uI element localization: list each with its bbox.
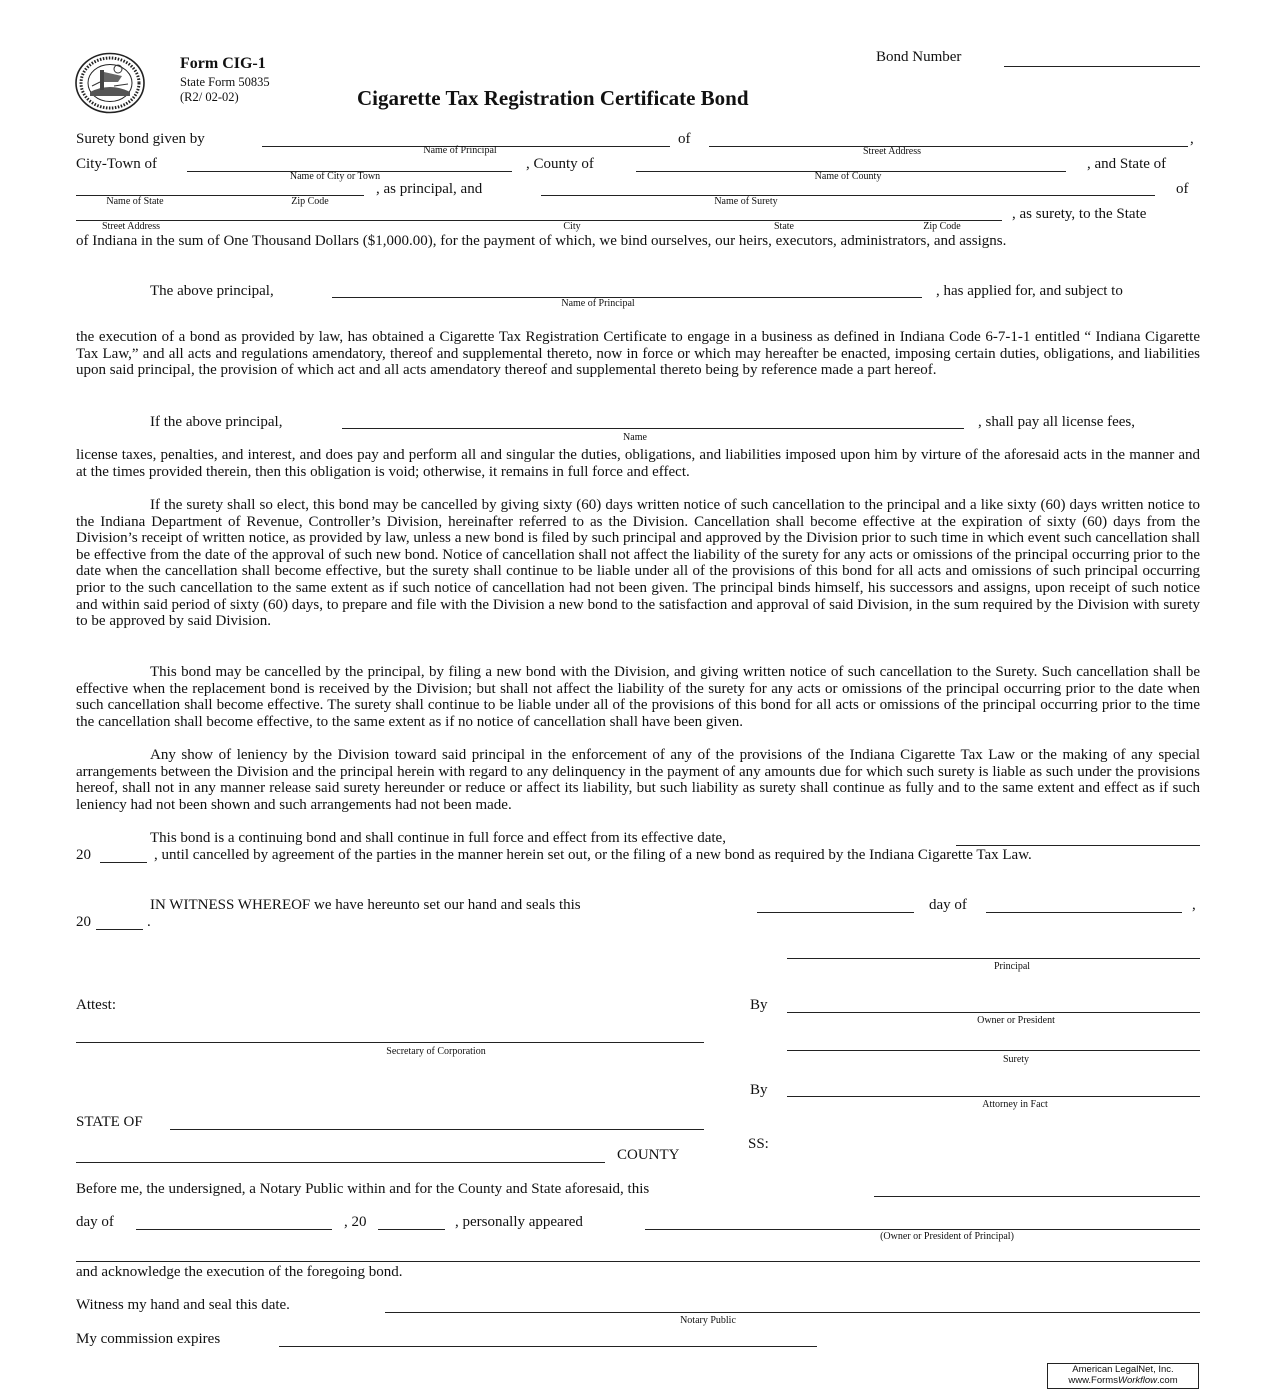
county-of-label: , County of bbox=[526, 156, 594, 172]
of-label-2: of bbox=[1176, 181, 1189, 197]
bond-number-label: Bond Number bbox=[876, 49, 962, 65]
condition-paragraph-3: This bond may be cancelled by the principal, by filing a new bond with the Division, and giving written notice of such cancellation to the Surety. Such cancellation shall be effective when the replacement bond is received by the Division; but shall not affect the liability of the surety for any acts or omissions of the principal occurring prior to the date when such cancellation shall become effective. The surety shall continue to be liable under all of the provisions of this bond for all acts or omissions of the principal occurring prior to the time the cancellation shall become effective, to the same extent as if no notice of cancellation shall have been given. bbox=[76, 664, 1200, 730]
effective-year-field[interactable] bbox=[100, 862, 147, 863]
comma: , bbox=[1190, 131, 1194, 147]
principal-name-caption: Name of Principal bbox=[423, 145, 497, 156]
surety-signature-caption: Surety bbox=[1002, 1054, 1030, 1065]
city-town-label: City-Town of bbox=[76, 156, 158, 172]
publisher-url: www.FormsWorkflow.com bbox=[1068, 1375, 1178, 1386]
witness-period: . bbox=[147, 914, 151, 930]
before-me-text: Before me, the undersigned, a Notary Public within and for the County and State aforesaid, this bbox=[76, 1181, 650, 1197]
owner-signature-field[interactable] bbox=[787, 1012, 1200, 1013]
appeared-continuation-field[interactable] bbox=[76, 1261, 1200, 1262]
witness-day-of-label: day of bbox=[929, 897, 967, 913]
attorney-signature-field[interactable] bbox=[787, 1096, 1200, 1097]
surety-street-caption: Street Address bbox=[101, 221, 161, 232]
principal-signature-field[interactable] bbox=[787, 958, 1200, 959]
county-caption: Name of County bbox=[814, 171, 882, 182]
condition-paragraph-4: Any show of leniency by the Division toward said principal in the enforcement of any of the provisions of the Indiana Cigarette Tax Law or the making of any special arrangements between the Division and the principal herein with regard to any delinquency in the payment of any amounts due for which such surety is liable as such under the provisions hereof, shall not in any manner release said surety hereunder or reduce or affect its liability, but such liability as surety shall continue as fully and to the same extent and effect as if such leniency had not been shown and such arrangements had not been made. bbox=[76, 747, 1200, 813]
attest-label: Attest: bbox=[76, 997, 116, 1013]
notary-year-field[interactable] bbox=[378, 1229, 445, 1230]
secretary-signature-field[interactable] bbox=[76, 1042, 704, 1043]
page-title: Cigarette Tax Registration Certificate Bond bbox=[357, 86, 749, 110]
appeared-person-field[interactable] bbox=[645, 1229, 1200, 1230]
appeared-person-caption: (Owner or President of Principal) bbox=[880, 1231, 1014, 1242]
state-seal-icon bbox=[74, 52, 146, 114]
state-of-label: , and State of bbox=[1087, 156, 1167, 172]
witness-comma: , bbox=[1192, 897, 1196, 913]
notary-signature-field[interactable] bbox=[385, 1312, 1200, 1313]
surety-given-by-label: Surety bond given by bbox=[76, 131, 205, 147]
principal-street-caption: Street Address bbox=[862, 146, 922, 157]
notary-month-field[interactable] bbox=[136, 1229, 332, 1230]
notary-public-caption: Notary Public bbox=[680, 1315, 736, 1326]
continuing-bond-text: This bond is a continuing bond and shall continue in full force and effect from its effective date, bbox=[150, 830, 726, 846]
publisher-box bbox=[1047, 1363, 1199, 1389]
form-id: Form CIG-1 bbox=[180, 55, 266, 72]
county-label: COUNTY bbox=[617, 1147, 680, 1163]
above-principal-label: The above principal, bbox=[150, 283, 274, 299]
witness-year-prefix: 20 bbox=[76, 914, 91, 930]
witness-seal-text: Witness my hand and seal this date. bbox=[76, 1297, 290, 1313]
surety-city-caption: City bbox=[563, 221, 581, 232]
state-caption: Name of State bbox=[106, 196, 164, 207]
as-surety-label: , as surety, to the State bbox=[1012, 206, 1147, 222]
attorney-signature-caption: Attorney in Fact bbox=[982, 1099, 1048, 1110]
bond-sum-text: of Indiana in the sum of One Thousand Dollars ($1,000.00), for the payment of which, we bind ourselves, our heirs, executors, administrators, and assigns. bbox=[76, 233, 1007, 249]
ss-label: SS: bbox=[748, 1136, 769, 1152]
condition-paragraph-2: If the surety shall so elect, this bond may be cancelled by giving sixty (60) days written notice of such cancellation to the principal and a like sixty (60) days written notice to the Indiana Department of Revenue, Controller’s Division, hereinafter referred to as the Division. Cancellation shall become effective at the expiration of sixty (60) days from the Division’s receipt of written notice, as provided by law, unless a new bond is filed by such principal and approved by the Division prior to such time in which event such cancellation shall be effective from the date of the approval of such new bond. Notice of cancellation shall not affect the liability of the surety for any acts or omissions of the principal occurring prior to the date when the cancellation shall become effective, but the surety shall continue to be liable under all of the provisions of this bond for all acts and omissions of such principal occurring prior to the such cancellation to the same extent as if such notice of cancellation had not been given. The principal binds himself, his successors and assigns, upon receipt of such notice and within said period of sixty (60) days, to prepare and file with the Division a new bond to the satisfaction and approval of said Division, in the sum required by the Division with surety to be approved by said Division. bbox=[76, 497, 1200, 630]
by-label-2: By bbox=[750, 1082, 768, 1098]
commission-expires-field[interactable] bbox=[279, 1346, 817, 1347]
notary-year-prefix: , 20 bbox=[344, 1214, 367, 1230]
notary-day-of-label: day of bbox=[76, 1214, 114, 1230]
witness-day-field[interactable] bbox=[757, 912, 914, 913]
bond-number-field[interactable] bbox=[1004, 66, 1200, 67]
year-prefix: 20 bbox=[76, 847, 91, 863]
witness-month-field[interactable] bbox=[986, 912, 1182, 913]
of-label: of bbox=[678, 131, 691, 147]
notary-county-field[interactable] bbox=[76, 1162, 605, 1163]
city-town-caption: Name of City or Town bbox=[289, 171, 381, 182]
by-label-1: By bbox=[750, 997, 768, 1013]
in-witness-text: IN WITNESS WHEREOF we have hereunto set our hand and seals this bbox=[150, 897, 581, 913]
publisher-name: American LegalNet, Inc. bbox=[1072, 1364, 1174, 1375]
owner-signature-caption: Owner or President bbox=[977, 1015, 1055, 1026]
state-of-label: STATE OF bbox=[76, 1114, 143, 1130]
as-principal-label: , as principal, and bbox=[376, 181, 483, 197]
name-caption: Name bbox=[623, 432, 647, 443]
notary-state-field[interactable] bbox=[170, 1129, 704, 1130]
applied-for-label: , has applied for, and subject to bbox=[936, 283, 1123, 299]
zip-caption: Zip Code bbox=[291, 196, 329, 207]
personally-appeared-label: , personally appeared bbox=[455, 1214, 583, 1230]
commission-expires-label: My commission expires bbox=[76, 1331, 221, 1347]
surety-address-field[interactable] bbox=[76, 220, 1002, 221]
notary-day-field[interactable] bbox=[874, 1196, 1200, 1197]
name-field[interactable] bbox=[342, 428, 964, 429]
surety-zip-caption: Zip Code bbox=[923, 221, 961, 232]
acknowledge-text: and acknowledge the execution of the foregoing bond. bbox=[76, 1264, 403, 1280]
witness-year-field[interactable] bbox=[96, 929, 143, 930]
if-principal-label: If the above principal, bbox=[150, 414, 283, 430]
principal-signature-caption: Principal bbox=[993, 961, 1031, 972]
condition-paragraph-1: license taxes, penalties, and interest, and does pay and perform all and singular the duties, obligations, and liabilities imposed upon him by virture of the aforesaid acts in the manner and at the times provided therein, then this obligation is void; otherwise, it remains in full force and effect. bbox=[76, 447, 1200, 480]
pay-license-fees-label: , shall pay all license fees, bbox=[978, 414, 1136, 430]
effective-date-field[interactable] bbox=[956, 845, 1200, 846]
surety-name-caption: Name of Surety bbox=[714, 196, 778, 207]
form-revision: (R2/ 02-02) bbox=[180, 90, 239, 104]
secretary-signature-caption: Secretary of Corporation bbox=[386, 1046, 486, 1057]
principal-body-text: the execution of a bond as provided by law, has obtained a Cigarette Tax Registration Certificate to engage in a business as defined in Indiana Code 6-7-1-1 entitled “ Indiana Cigarette Tax Law,” and all acts and regulations amendatory, thereof and supplemental thereto, now in force or which may hereafter be enacted, imposing certain duties, obligations, and liabilities upon said principal, the provision of which act and all acts amendatory thereof and supplemental thereto being by reference made a part hereof. bbox=[76, 329, 1200, 379]
surety-signature-field[interactable] bbox=[787, 1050, 1200, 1051]
above-principal-caption: Name of Principal bbox=[561, 298, 635, 309]
surety-state-caption: State bbox=[774, 221, 794, 232]
state-form-number: State Form 50835 bbox=[180, 75, 270, 89]
continuing-bond-text-2: , until cancelled by agreement of the parties in the manner herein set out, or the filing of a new bond as required by the Indiana Cigarette Tax Law. bbox=[154, 847, 1032, 863]
